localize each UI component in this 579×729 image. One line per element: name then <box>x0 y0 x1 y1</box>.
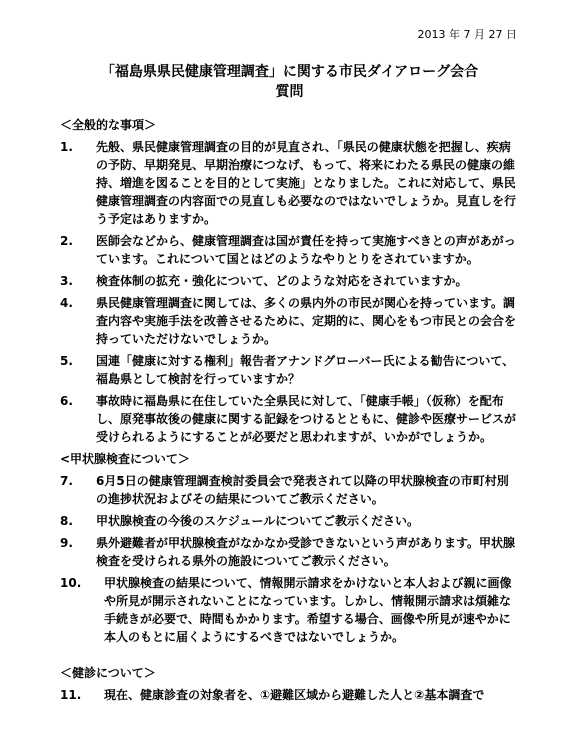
document-date: 2013 年 7 月 27 日 <box>417 28 517 41</box>
section-heading-thyroid: <甲状腺検査について＞ <box>60 452 190 466</box>
title-line-2: 質問 <box>275 84 304 100</box>
question-item <box>60 472 519 508</box>
question-text: 先般、県民健康管理調査の目的が見直され、「県民の健康状態を把握し、疾病の予防、早期発見、早期治療につなげ、もって、将来にわたる県民の健康の維持、増進を図ることを目的として実施」となりました。これに対応して、県民健康管理調査の内容面での見直しも必要なのではないでしょうか。見直しを行う予定はありますか。 <box>96 140 517 226</box>
question-number: 7. <box>60 474 73 488</box>
question-item <box>60 272 519 290</box>
question-number: 2. <box>60 234 73 248</box>
question-text: 医師会などから、健康管理調査は国が責任を持って実施すべきとの声があがっています。これについて国とはどのようなやりとりをされていますか。 <box>96 234 516 266</box>
question-number: 8. <box>60 514 73 528</box>
section-heading-general: ＜全般的な事項＞ <box>60 118 157 132</box>
question-text: 甲状腺検査の結果について、情報開示請求をかけないと本人および親に画像や所見が開示されないことになっています。しかし、情報開示請求は煩雑な手続きが必要で、時間もかかります。希望する場合、画像や所見が速やかに本人のもとに届くようにするべきではないでしょうか。 <box>104 576 512 644</box>
question-item <box>60 232 519 268</box>
question-number: 6. <box>60 394 73 408</box>
question-number: 3. <box>60 274 73 288</box>
question-number: 9. <box>60 536 73 550</box>
general-question-list <box>60 138 519 446</box>
question-item <box>60 352 519 388</box>
question-item <box>60 512 519 530</box>
question-item <box>60 534 519 570</box>
question-text: 国連「健康に対する権利」報告者アナンドグローバー氏による勧告について、福島県として検討を行っていますか？ <box>96 354 515 386</box>
question-item <box>60 294 519 348</box>
question-number: 11. <box>60 688 82 702</box>
section-heading-checkup: ＜健診について＞ <box>60 666 156 680</box>
question-text: 検査体制の拡充・強化について、どのような対応をされていますか。 <box>96 274 468 288</box>
checkup-question-list <box>60 686 519 704</box>
thyroid-question-list <box>60 472 519 646</box>
question-item <box>60 138 519 228</box>
question-number: 4. <box>60 296 73 310</box>
question-number: 1. <box>60 140 73 154</box>
question-text: 事故時に福島県に在住していた全県民に対して、「健康手帳」（仮称）を配布し、原発事故後の健康に関する記録をつけるとともに、健診や医療サービスが受けられるようにすることが必要だと思われますが、いかがでしょうか。 <box>96 394 517 444</box>
title-line-1: 「福島県県民健康管理調査」に関する市民ダイアローグ会合 <box>100 64 479 80</box>
question-item <box>60 574 519 646</box>
question-item <box>60 392 519 446</box>
question-text: 県外避難者が甲状腺検査がなかなか受診できないという声があります。甲状腺検査を受けられる県外の施設についてご教示ください。 <box>96 536 516 568</box>
question-text: 現在、健康診査の対象者を、①避難区域から避難した人と②基本調査で <box>104 688 485 702</box>
question-number: 5. <box>60 354 73 368</box>
question-text: 県民健康管理調査に関しては、多くの県内外の市民が関心を持っています。調査内容や実施手法を改善させるために、定期的に、関心をもつ市民との会合を持っていただけないでしょうか。 <box>96 296 517 346</box>
question-text: 6月5日の健康管理調査検討委員会で発表されて以降の甲状腺検査の市町村別の進捗状況およびその結果についてご教示ください。 <box>96 474 509 506</box>
question-text: 甲状腺検査の今後のスケジュールについてご教示ください。 <box>96 514 420 528</box>
question-item <box>60 686 519 704</box>
question-number: 10. <box>60 576 82 590</box>
document-title <box>60 62 519 102</box>
